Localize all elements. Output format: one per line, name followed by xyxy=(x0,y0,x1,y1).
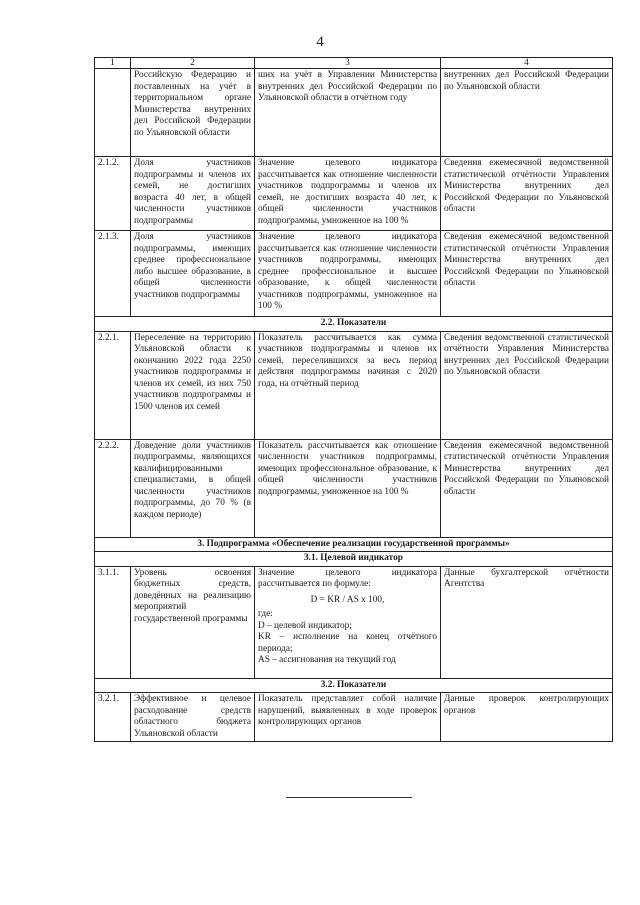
calculation-method: Значение целевого индикатора рассчитывается как отношение численности участников подпрограммы, имеющих среднее профессиональное и высшее образование, к общей численности участников подпрограммы, умноженное на 100 % xyxy=(255,231,441,317)
data-source: внутренних дел Российской Федерации по Ульяновской области xyxy=(441,69,613,157)
row-number: 3.2.1. xyxy=(95,693,131,742)
column-header: 1 xyxy=(95,58,131,69)
formula: D = KR / AS x 100, xyxy=(310,594,385,605)
column-header: 2 xyxy=(131,58,255,69)
indicator-name: Переселение на территорию Ульяновской области к окончанию 2022 года 2250 участников подпрограммы и членов их семей, из них 750 участников подпрограммы и 1500 членов их семей xyxy=(131,331,255,439)
data-source: Данные проверок контролирующих органов xyxy=(441,693,613,742)
section-row xyxy=(95,678,613,693)
section-row xyxy=(95,537,613,552)
data-source: Сведения ежемесячной ведомственной статистической отчётности Управления Министерства внутренних дел Российской Федерации по Ульяновской области xyxy=(441,231,613,317)
page-number: 4 xyxy=(316,34,324,50)
table-row xyxy=(95,157,613,231)
formula-kr: KR – исполнение на конец отчётного периода; xyxy=(258,632,437,654)
subprogram-title: 3. Подпрограмма «Обеспечение реализации государственной программы» xyxy=(95,537,613,552)
section-title: 3.1. Целевой индикатор xyxy=(95,552,613,567)
row-number: 2.1.2. xyxy=(95,157,131,231)
column-header: 4 xyxy=(441,58,613,69)
section-title: 3.2. Показатели xyxy=(95,678,613,693)
table-row xyxy=(95,69,613,157)
table-header-row xyxy=(95,58,613,69)
indicator-name: Эффективное и целевое расходование средств областного бюджета Ульяновской области xyxy=(131,693,255,742)
formula-d: D – целевой индикатор; xyxy=(258,620,352,631)
calculation-method: Показатель рассчитывается как сумма участников подпрограммы и членов их семей, переселившихся за весь период действия подпрограммы начиная с 2020 года, на отчётный период xyxy=(255,331,441,439)
footer-divider xyxy=(286,797,412,798)
data-source: Сведения ежемесячной ведомственной статистической отчётности Управления Министерства внутренних дел Российской Федерации по Ульяновской области xyxy=(441,157,613,231)
row-number xyxy=(95,69,131,157)
section-row xyxy=(95,552,613,567)
column-header: 3 xyxy=(255,58,441,69)
row-number: 2.2.2. xyxy=(95,439,131,537)
table-row xyxy=(95,231,613,317)
indicator-name: Уровень освоения бюджетных средств, доведённых на реализацию мероприятий государственной программы xyxy=(131,566,255,678)
calculation-method: Показатель рассчитывается как отношение численности участников подпрограммы, имеющих профессиональное образование, к общей численности участников подпрограммы, умноженное на 100 % xyxy=(255,439,441,537)
row-number: 2.2.1. xyxy=(95,331,131,439)
indicators-table xyxy=(94,57,613,742)
table-row xyxy=(95,566,613,678)
table-row xyxy=(95,693,613,742)
section-title: 2.2. Показатели xyxy=(95,317,613,332)
calculation-method: ших на учёт в Управлении Министерства внутренних дел Российской Федерации по Ульяновской области в отчётном году xyxy=(255,69,441,157)
data-source: Сведения ежемесячной ведомственной статистической отчётности Управления Министерства внутренних дел Российской Федерации по Ульяновской области xyxy=(441,439,613,537)
table-row xyxy=(95,439,613,537)
row-number: 3.1.1. xyxy=(95,566,131,678)
data-source: Сведения ведомственной статистической отчётности Управления Министерства внутренних дел Российской Федерации по Ульяновской области xyxy=(441,331,613,439)
formula-where: где: xyxy=(258,609,273,619)
table-row xyxy=(95,331,613,439)
formula-as: AS – ассигнования на текущий год xyxy=(258,655,396,665)
indicator-name: Доля участников подпрограммы, имеющих среднее профессиональное либо высшее образование, в общей численности участников подпрограммы xyxy=(131,231,255,317)
section-row xyxy=(95,317,613,332)
formula-intro: Значение целевого индикатора рассчитывается по формуле: xyxy=(258,567,437,589)
calculation-method: Значение целевого индикатора рассчитывается как отношение численности участников подпрограммы и членов их семей, не достигших возраста 40 лет, к общей численности участников подпрограммы, умноженное на 100 % xyxy=(255,157,441,231)
data-source: Данные бухгалтерской отчётности Агентства xyxy=(441,566,613,678)
indicator-name: Доведение доли участников подпрограммы, являющихся квалифицированными специалистами, в общей численности участников подпрограммы, до 70 % (в каждом периоде) xyxy=(131,439,255,537)
indicator-name: Российскую Федерацию и поставленных на учёт в территориальном органе Министерства внутренних дел Российской Федерации по Ульяновской области xyxy=(131,69,255,157)
calculation-method: Показатель представляет собой наличие нарушений, выявленных в ходе проверок контролирующих органов xyxy=(255,693,441,742)
indicator-name: Доля участников подпрограммы и членов их семей, не достигших возраста 40 лет, в общей численности участников подпрограммы xyxy=(131,157,255,231)
calculation-method xyxy=(255,566,441,678)
row-number: 2.1.3. xyxy=(95,231,131,317)
